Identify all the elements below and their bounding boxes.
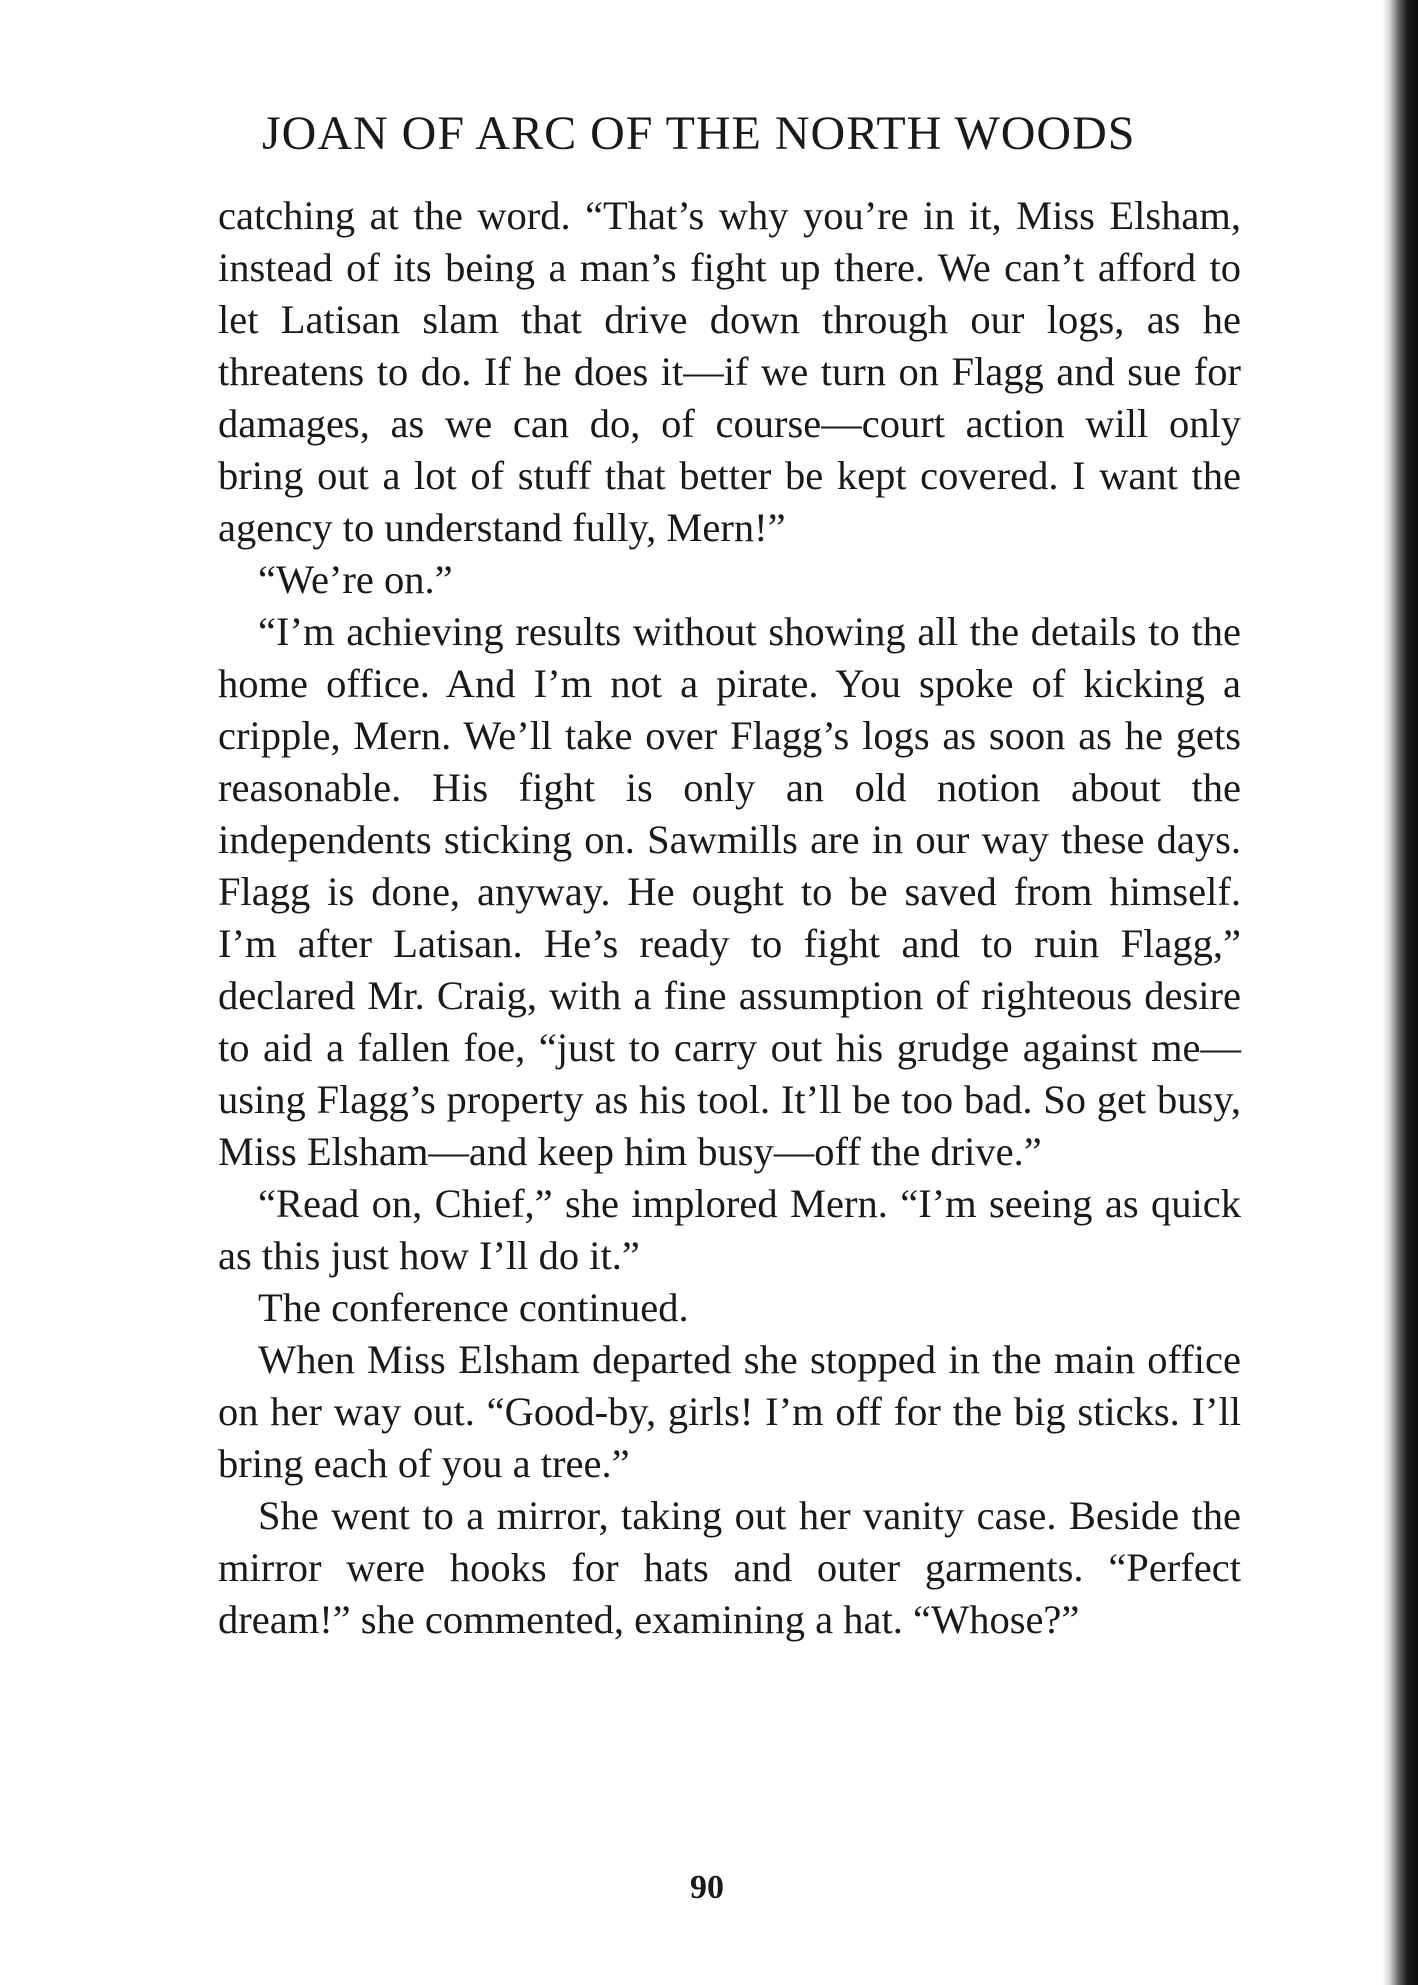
body-text: [218, 190, 1241, 1646]
paragraph: “I’m achieving results without showing all the details to the home office. And I’m not a pirate. You spoke of kicking a cripple, Mern. We’ll take over Flagg’s logs as soon as he gets reasonable. His fight is only an old notion about the independents sticking on. Sawmills are in our way these days. Flagg is done, anyway. He ought to be saved from himself. I’m after Latisan. He’s ready to fight and to ruin Flagg,” declared Mr. Craig, with a fine assumption of righteous desire to aid a fallen foe, “just to carry out his grudge against me—using Flagg’s property as his tool. It’ll be too bad. So get busy, Miss Elsham—and keep him busy—off the drive.”: [218, 609, 1241, 1174]
paragraph: She went to a mirror, taking out her vanity case. Beside the mirror were hooks for hats and outer garments. “Perfect dream!” she commented, examining a hat. “Whose?”: [218, 1493, 1241, 1642]
paragraph: “We’re on.”: [258, 557, 453, 602]
running-head: JOAN OF ARC OF THE NORTH WOODS: [262, 107, 1136, 160]
paragraph: When Miss Elsham departed she stopped in the main office on her way out. “Good-by, girls! I’m off for the big sticks. I’ll bring each of you a tree.”: [218, 1337, 1241, 1486]
page-number: 90: [690, 1869, 724, 1906]
paragraph: catching at the word. “That’s why you’re in it, Miss Elsham, instead of its being a man’s fight up there. We can’t afford to let Latisan slam that drive down through our logs, as he threatens to do. If he does it—if we turn on Flagg and sue for damages, as we can do, of course—court action will only bring out a lot of stuff that better be kept covered. I want the agency to understand fully, Mern!”: [218, 193, 1241, 550]
paragraph: “Read on, Chief,” she implored Mern. “I’m seeing as quick as this just how I’ll do it.”: [218, 1181, 1241, 1278]
page-binding-edge: [1382, 0, 1418, 1985]
paragraph: The conference continued.: [258, 1285, 689, 1330]
